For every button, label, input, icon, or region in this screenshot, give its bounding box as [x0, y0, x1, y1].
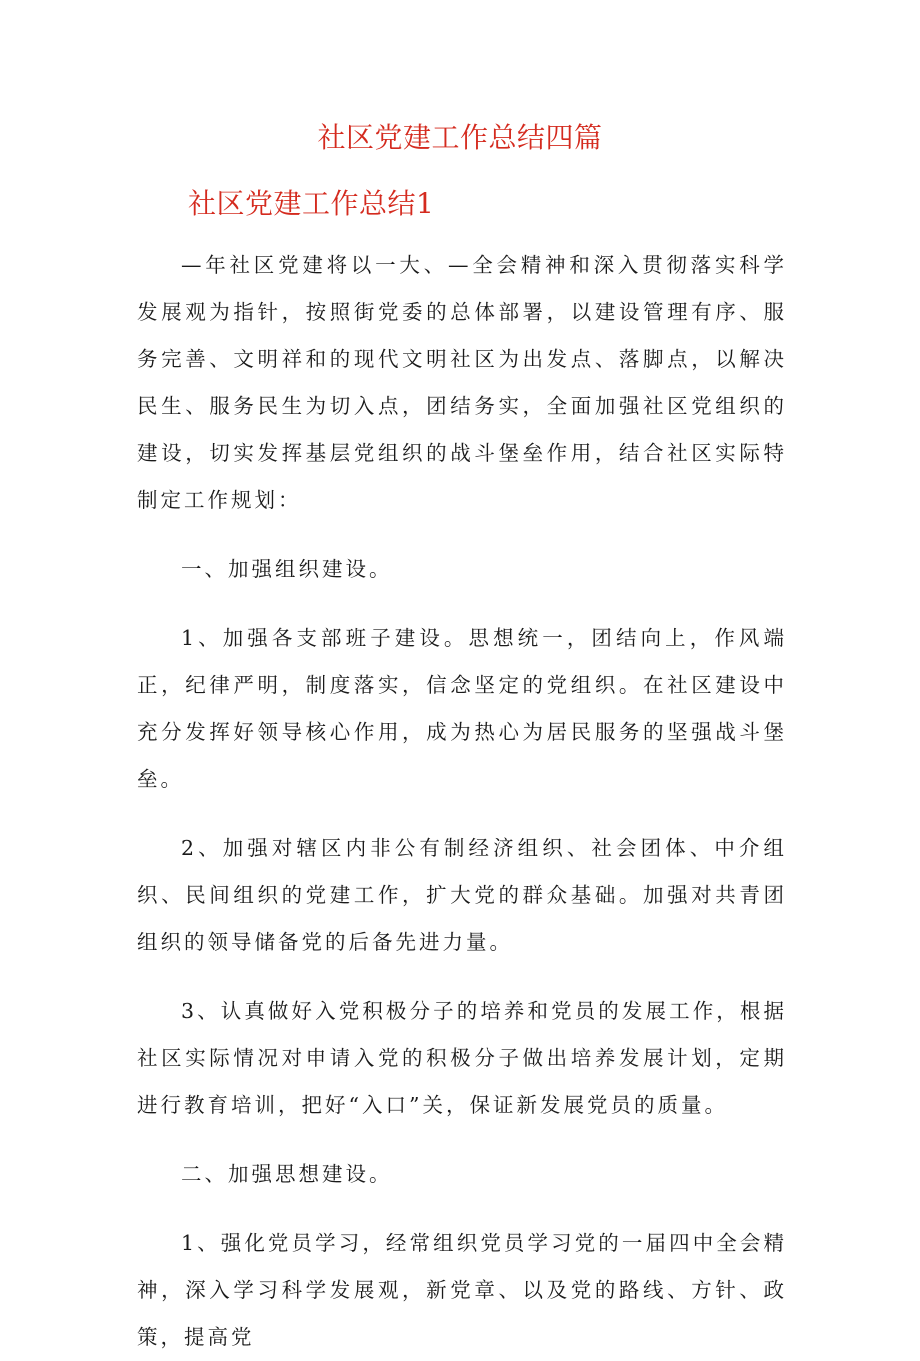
heading-ideological-building: 二、加强思想建设。	[181, 1162, 393, 1186]
document-body	[137, 242, 787, 1361]
paragraph-item-1: 1、加强各支部班子建设。思想统一，团结向上，作风端正，纪律严明，制度落实，信念坚定的党组织。在社区建设中充分发挥好领导核心作用，成为热心为居民服务的坚强战斗堡垒。	[137, 626, 787, 791]
paragraph-item-3: 3、认真做好入党积极分子的培养和党员的发展工作，根据社区实际情况对申请入党的积极分子做出培养发展计划，定期进行教育培训，把好“入口”关，保证新发展党员的质量。	[137, 999, 787, 1117]
section-title: 社区党建工作总结1	[188, 187, 435, 220]
paragraph-intro: —年社区党建将以一大、—全会精神和深入贯彻落实科学发展观为指针，按照街党委的总体部署，以建设管理有序、服务完善、文明祥和的现代文明社区为出发点、落脚点，以解决民生、服务民生为切入点，团结务实，全面加强社区党组织的建设，切实发挥基层党组织的战斗堡垒作用，结合社区实际特制定工作规划：	[137, 253, 787, 512]
paragraph-item-2: 2、加强对辖区内非公有制经济组织、社会团体、中介组织、民间组织的党建工作，扩大党的群众基础。加强对共青团组织的领导储备党的后备先进力量。	[137, 836, 787, 954]
paragraph-study: 1、强化党员学习，经常组织党员学习党的一届四中全会精神，深入学习科学发展观，新党章、以及党的路线、方针、政策，提高党	[137, 1231, 787, 1349]
heading-organization-building: 一、加强组织建设。	[181, 557, 393, 581]
document-title: 社区党建工作总结四篇	[317, 121, 603, 154]
